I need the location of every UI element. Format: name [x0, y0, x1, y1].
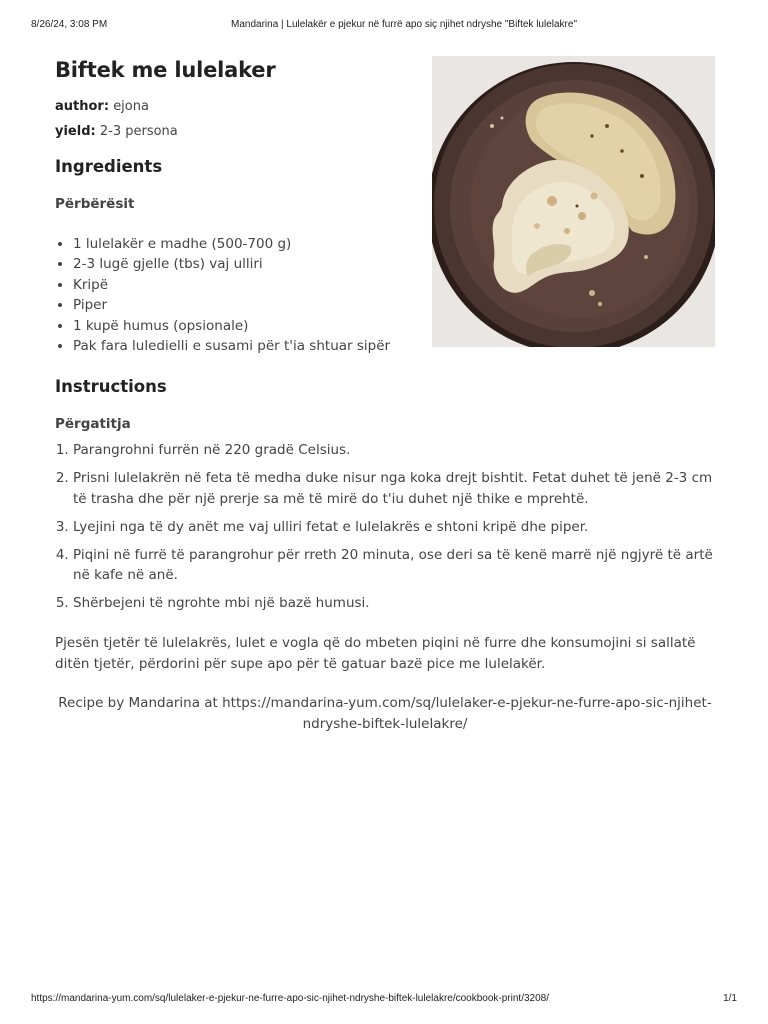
instruction-step: 5. Shërbejeni të ngrohte mbi një bazë humusi. [73, 593, 715, 614]
recipe-credit: Recipe by Mandarina at https://mandarina-yum.com/sq/lulelaker-e-pjekur-ne-furre-apo-sic-njihet-ndryshe-biftek-lulelakre/ [58, 695, 712, 732]
ingredient-item: • Kripë [73, 275, 390, 295]
instruction-step: 3. Lyejini nga të dy anët me vaj ulliri fetat e lulelakrës e shtoni kripë dhe piper. [73, 517, 715, 538]
recipe-title: Biftek me lulelaker [55, 58, 276, 82]
ingredient-item: • 2-3 lugë gjelle (tbs) vaj ulliri [73, 254, 390, 274]
ingredients-group-title: Përbërësit [55, 196, 135, 212]
print-page-title: Mandarina | Lulelakër e pjekur në furrë apo siç njihet ndryshe "Biftek lulelakre" [231, 19, 577, 30]
instruction-step: 4. Piqini në furrë të parangrohur për rreth 20 minuta, ose deri sa të kenë marrë një ngjyrë të artë në kafe në anë. [73, 545, 715, 586]
ingredient-item: • 1 lulelakër e madhe (500-700 g) [73, 234, 390, 254]
ingredient-item: • Piper [73, 295, 390, 315]
print-header [31, 19, 737, 33]
ingredients-heading: Ingredients [55, 157, 163, 176]
print-url: https://mandarina-yum.com/sq/lulelaker-e-pjekur-ne-furre-apo-sic-njihet-ndryshe-biftek-lulelakre/cookbook-print/3208/ [31, 993, 550, 1004]
recipe-note: Pjesën tjetër të lulelakrës, lulet e vogla që do mbeten piqini në furre dhe konsumojini si sallatë ditën tjetër, përdorini për supe apo për të gatuar bazë pice me lulelakër. [55, 635, 696, 672]
recipe-author [55, 99, 149, 114]
instruction-step: 2. Prisni lulelakrën në feta të medha duke nisur nga koka drejt bishtit. Fetat duhet të jenë 2-3 cm të trasha dhe për një prerje sa më të mirë do t'iu duhet një thike e mprehtë. [73, 468, 715, 509]
cauliflower-plate-illustration [432, 56, 715, 347]
author-label: author: [55, 99, 110, 114]
ingredients-list [55, 234, 390, 356]
instructions-heading: Instructions [55, 377, 167, 396]
print-datetime: 8/26/24, 3:08 PM [31, 19, 108, 30]
recipe-image [432, 56, 715, 347]
recipe-yield [55, 124, 178, 139]
instructions-group-title: Përgatitja [55, 416, 131, 432]
instruction-step: 1. Parangrohni furrën në 220 gradë Celsius. [73, 440, 715, 461]
ingredient-item: • Pak fara luledielli e susami për t'ia shtuar sipër [73, 336, 390, 356]
yield-label: yield: [55, 124, 96, 139]
print-footer [31, 993, 737, 1007]
instructions-list [55, 440, 715, 621]
yield-value: 2-3 persona [99, 124, 178, 139]
ingredient-item: • 1 kupë humus (opsionale) [73, 316, 390, 336]
author-value: ejona [113, 99, 149, 114]
print-page-number: 1/1 [723, 993, 737, 1004]
